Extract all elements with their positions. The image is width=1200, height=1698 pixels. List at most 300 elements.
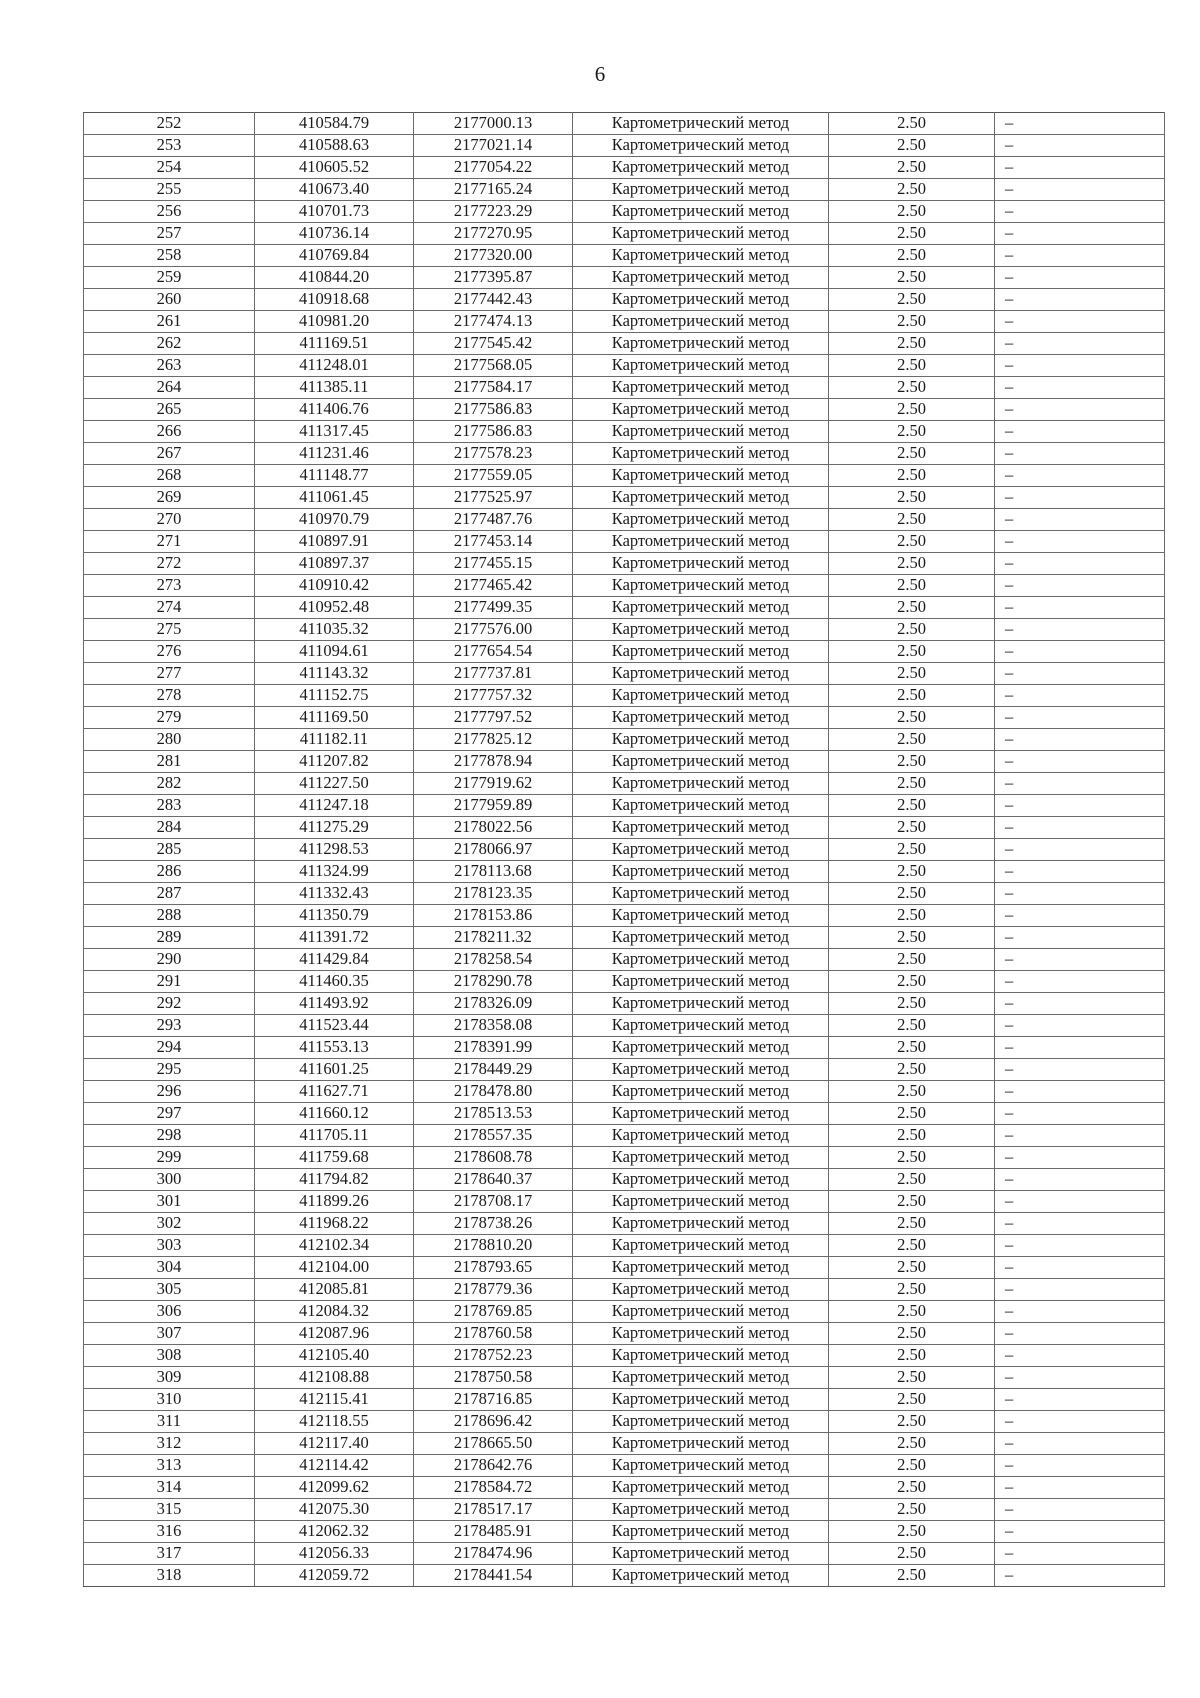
accuracy-cell: 2.50: [829, 1301, 995, 1323]
y-coordinate-cell: 2177442.43: [414, 289, 573, 311]
method-cell: Картометрический метод: [573, 179, 829, 201]
point-number-cell: 307: [84, 1323, 255, 1345]
point-number-cell: 300: [84, 1169, 255, 1191]
x-coordinate-cell: 411429.84: [255, 949, 414, 971]
table-row: [84, 311, 1165, 333]
table-row: [84, 1301, 1165, 1323]
y-coordinate-cell: 2177559.05: [414, 465, 573, 487]
method-cell: Картометрический метод: [573, 289, 829, 311]
table-row: [84, 465, 1165, 487]
point-number-cell: 270: [84, 509, 255, 531]
method-cell: Картометрический метод: [573, 1455, 829, 1477]
point-number-cell: 266: [84, 421, 255, 443]
note-cell: –: [995, 1081, 1165, 1103]
y-coordinate-cell: 2178793.65: [414, 1257, 573, 1279]
point-number-cell: 289: [84, 927, 255, 949]
method-cell: Картометрический метод: [573, 1169, 829, 1191]
x-coordinate-cell: 410918.68: [255, 289, 414, 311]
note-cell: –: [995, 1257, 1165, 1279]
point-number-cell: 276: [84, 641, 255, 663]
point-number-cell: 260: [84, 289, 255, 311]
note-cell: –: [995, 531, 1165, 553]
note-cell: –: [995, 993, 1165, 1015]
y-coordinate-cell: 2177584.17: [414, 377, 573, 399]
point-number-cell: 267: [84, 443, 255, 465]
point-number-cell: 272: [84, 553, 255, 575]
accuracy-cell: 2.50: [829, 1015, 995, 1037]
method-cell: Картометрический метод: [573, 135, 829, 157]
accuracy-cell: 2.50: [829, 1059, 995, 1081]
note-cell: –: [995, 377, 1165, 399]
x-coordinate-cell: 411247.18: [255, 795, 414, 817]
note-cell: –: [995, 905, 1165, 927]
note-cell: –: [995, 1147, 1165, 1169]
note-cell: –: [995, 685, 1165, 707]
y-coordinate-cell: 2178557.35: [414, 1125, 573, 1147]
point-number-cell: 273: [84, 575, 255, 597]
x-coordinate-cell: 412118.55: [255, 1411, 414, 1433]
accuracy-cell: 2.50: [829, 663, 995, 685]
point-number-cell: 309: [84, 1367, 255, 1389]
accuracy-cell: 2.50: [829, 223, 995, 245]
method-cell: Картометрический метод: [573, 245, 829, 267]
accuracy-cell: 2.50: [829, 245, 995, 267]
note-cell: –: [995, 355, 1165, 377]
x-coordinate-cell: 411523.44: [255, 1015, 414, 1037]
method-cell: Картометрический метод: [573, 1037, 829, 1059]
table-row: [84, 1103, 1165, 1125]
accuracy-cell: 2.50: [829, 773, 995, 795]
method-cell: Картометрический метод: [573, 487, 829, 509]
note-cell: –: [995, 1301, 1165, 1323]
note-cell: –: [995, 157, 1165, 179]
table-row: [84, 1565, 1165, 1587]
point-number-cell: 293: [84, 1015, 255, 1037]
point-number-cell: 308: [84, 1345, 255, 1367]
table-row: [84, 1543, 1165, 1565]
table-row: [84, 597, 1165, 619]
x-coordinate-cell: 411968.22: [255, 1213, 414, 1235]
x-coordinate-cell: 410897.91: [255, 531, 414, 553]
point-number-cell: 269: [84, 487, 255, 509]
table-row: [84, 1433, 1165, 1455]
y-coordinate-cell: 2177487.76: [414, 509, 573, 531]
x-coordinate-cell: 411324.99: [255, 861, 414, 883]
point-number-cell: 279: [84, 707, 255, 729]
x-coordinate-cell: 410769.84: [255, 245, 414, 267]
point-number-cell: 286: [84, 861, 255, 883]
accuracy-cell: 2.50: [829, 685, 995, 707]
y-coordinate-cell: 2177878.94: [414, 751, 573, 773]
note-cell: –: [995, 927, 1165, 949]
table-row: [84, 861, 1165, 883]
note-cell: –: [995, 795, 1165, 817]
y-coordinate-cell: 2178752.23: [414, 1345, 573, 1367]
point-number-cell: 262: [84, 333, 255, 355]
point-number-cell: 258: [84, 245, 255, 267]
x-coordinate-cell: 410605.52: [255, 157, 414, 179]
method-cell: Картометрический метод: [573, 355, 829, 377]
accuracy-cell: 2.50: [829, 465, 995, 487]
table-row: [84, 993, 1165, 1015]
y-coordinate-cell: 2177797.52: [414, 707, 573, 729]
x-coordinate-cell: 411298.53: [255, 839, 414, 861]
table-row: [84, 1169, 1165, 1191]
y-coordinate-cell: 2178696.42: [414, 1411, 573, 1433]
table-row: [84, 685, 1165, 707]
x-coordinate-cell: 411660.12: [255, 1103, 414, 1125]
method-cell: Картометрический метод: [573, 465, 829, 487]
method-cell: Картометрический метод: [573, 839, 829, 861]
y-coordinate-cell: 2177021.14: [414, 135, 573, 157]
point-number-cell: 305: [84, 1279, 255, 1301]
method-cell: Картометрический метод: [573, 971, 829, 993]
point-number-cell: 256: [84, 201, 255, 223]
point-number-cell: 311: [84, 1411, 255, 1433]
note-cell: –: [995, 839, 1165, 861]
note-cell: –: [995, 1521, 1165, 1543]
accuracy-cell: 2.50: [829, 509, 995, 531]
note-cell: –: [995, 1367, 1165, 1389]
accuracy-cell: 2.50: [829, 883, 995, 905]
table-row: [84, 355, 1165, 377]
note-cell: –: [995, 1125, 1165, 1147]
note-cell: –: [995, 1323, 1165, 1345]
accuracy-cell: 2.50: [829, 729, 995, 751]
x-coordinate-cell: 410910.42: [255, 575, 414, 597]
y-coordinate-cell: 2178760.58: [414, 1323, 573, 1345]
point-number-cell: 314: [84, 1477, 255, 1499]
x-coordinate-cell: 411493.92: [255, 993, 414, 1015]
accuracy-cell: 2.50: [829, 575, 995, 597]
coordinates-table-body: [84, 113, 1165, 1587]
point-number-cell: 282: [84, 773, 255, 795]
table-row: [84, 223, 1165, 245]
point-number-cell: 271: [84, 531, 255, 553]
note-cell: –: [995, 1103, 1165, 1125]
accuracy-cell: 2.50: [829, 1455, 995, 1477]
table-row: [84, 289, 1165, 311]
note-cell: –: [995, 311, 1165, 333]
point-number-cell: 257: [84, 223, 255, 245]
point-number-cell: 296: [84, 1081, 255, 1103]
point-number-cell: 263: [84, 355, 255, 377]
accuracy-cell: 2.50: [829, 1235, 995, 1257]
x-coordinate-cell: 411317.45: [255, 421, 414, 443]
accuracy-cell: 2.50: [829, 927, 995, 949]
accuracy-cell: 2.50: [829, 377, 995, 399]
table-row: [84, 1367, 1165, 1389]
point-number-cell: 277: [84, 663, 255, 685]
accuracy-cell: 2.50: [829, 1125, 995, 1147]
x-coordinate-cell: 411148.77: [255, 465, 414, 487]
accuracy-cell: 2.50: [829, 597, 995, 619]
y-coordinate-cell: 2178022.56: [414, 817, 573, 839]
y-coordinate-cell: 2178113.68: [414, 861, 573, 883]
accuracy-cell: 2.50: [829, 1411, 995, 1433]
accuracy-cell: 2.50: [829, 1147, 995, 1169]
accuracy-cell: 2.50: [829, 905, 995, 927]
point-number-cell: 318: [84, 1565, 255, 1587]
x-coordinate-cell: 411061.45: [255, 487, 414, 509]
accuracy-cell: 2.50: [829, 1081, 995, 1103]
y-coordinate-cell: 2177959.89: [414, 795, 573, 817]
accuracy-cell: 2.50: [829, 531, 995, 553]
y-coordinate-cell: 2177654.54: [414, 641, 573, 663]
table-row: [84, 1081, 1165, 1103]
accuracy-cell: 2.50: [829, 201, 995, 223]
method-cell: Картометрический метод: [573, 1499, 829, 1521]
point-number-cell: 316: [84, 1521, 255, 1543]
point-number-cell: 280: [84, 729, 255, 751]
y-coordinate-cell: 2177757.32: [414, 685, 573, 707]
x-coordinate-cell: 410701.73: [255, 201, 414, 223]
point-number-cell: 283: [84, 795, 255, 817]
x-coordinate-cell: 411182.11: [255, 729, 414, 751]
note-cell: –: [995, 179, 1165, 201]
accuracy-cell: 2.50: [829, 333, 995, 355]
note-cell: –: [995, 619, 1165, 641]
y-coordinate-cell: 2178810.20: [414, 1235, 573, 1257]
y-coordinate-cell: 2177455.15: [414, 553, 573, 575]
table-row: [84, 113, 1165, 135]
table-row: [84, 707, 1165, 729]
note-cell: –: [995, 773, 1165, 795]
x-coordinate-cell: 412084.32: [255, 1301, 414, 1323]
point-number-cell: 313: [84, 1455, 255, 1477]
y-coordinate-cell: 2178123.35: [414, 883, 573, 905]
table-row: [84, 751, 1165, 773]
y-coordinate-cell: 2177586.83: [414, 399, 573, 421]
table-row: [84, 729, 1165, 751]
accuracy-cell: 2.50: [829, 487, 995, 509]
y-coordinate-cell: 2177453.14: [414, 531, 573, 553]
accuracy-cell: 2.50: [829, 1257, 995, 1279]
table-row: [84, 1235, 1165, 1257]
accuracy-cell: 2.50: [829, 1345, 995, 1367]
y-coordinate-cell: 2177054.22: [414, 157, 573, 179]
table-row: [84, 1411, 1165, 1433]
accuracy-cell: 2.50: [829, 1367, 995, 1389]
note-cell: –: [995, 1191, 1165, 1213]
note-cell: –: [995, 861, 1165, 883]
x-coordinate-cell: 411350.79: [255, 905, 414, 927]
method-cell: Картометрический метод: [573, 1301, 829, 1323]
y-coordinate-cell: 2178478.80: [414, 1081, 573, 1103]
note-cell: –: [995, 1499, 1165, 1521]
method-cell: Картометрический метод: [573, 267, 829, 289]
point-number-cell: 303: [84, 1235, 255, 1257]
method-cell: Картометрический метод: [573, 575, 829, 597]
accuracy-cell: 2.50: [829, 1279, 995, 1301]
y-coordinate-cell: 2177474.13: [414, 311, 573, 333]
note-cell: –: [995, 113, 1165, 135]
accuracy-cell: 2.50: [829, 289, 995, 311]
x-coordinate-cell: 410588.63: [255, 135, 414, 157]
note-cell: –: [995, 641, 1165, 663]
accuracy-cell: 2.50: [829, 1543, 995, 1565]
point-number-cell: 265: [84, 399, 255, 421]
table-row: [84, 377, 1165, 399]
table-row: [84, 1521, 1165, 1543]
method-cell: Картометрический метод: [573, 157, 829, 179]
note-cell: –: [995, 817, 1165, 839]
method-cell: Картометрический метод: [573, 311, 829, 333]
y-coordinate-cell: 2177576.00: [414, 619, 573, 641]
x-coordinate-cell: 412087.96: [255, 1323, 414, 1345]
point-number-cell: 255: [84, 179, 255, 201]
method-cell: Картометрический метод: [573, 1433, 829, 1455]
accuracy-cell: 2.50: [829, 1477, 995, 1499]
x-coordinate-cell: 411152.75: [255, 685, 414, 707]
note-cell: –: [995, 135, 1165, 157]
method-cell: Картометрический метод: [573, 1257, 829, 1279]
note-cell: –: [995, 949, 1165, 971]
table-row: [84, 1147, 1165, 1169]
x-coordinate-cell: 410584.79: [255, 113, 414, 135]
y-coordinate-cell: 2178326.09: [414, 993, 573, 1015]
table-row: [84, 905, 1165, 927]
y-coordinate-cell: 2178584.72: [414, 1477, 573, 1499]
x-coordinate-cell: 412114.42: [255, 1455, 414, 1477]
x-coordinate-cell: 411705.11: [255, 1125, 414, 1147]
method-cell: Картометрический метод: [573, 751, 829, 773]
method-cell: Картометрический метод: [573, 1323, 829, 1345]
x-coordinate-cell: 410970.79: [255, 509, 414, 531]
point-number-cell: 301: [84, 1191, 255, 1213]
x-coordinate-cell: 411231.46: [255, 443, 414, 465]
note-cell: –: [995, 971, 1165, 993]
accuracy-cell: 2.50: [829, 1103, 995, 1125]
x-coordinate-cell: 411227.50: [255, 773, 414, 795]
table-row: [84, 443, 1165, 465]
accuracy-cell: 2.50: [829, 553, 995, 575]
point-number-cell: 275: [84, 619, 255, 641]
note-cell: –: [995, 1279, 1165, 1301]
x-coordinate-cell: 412099.62: [255, 1477, 414, 1499]
table-row: [84, 157, 1165, 179]
y-coordinate-cell: 2178441.54: [414, 1565, 573, 1587]
accuracy-cell: 2.50: [829, 949, 995, 971]
note-cell: –: [995, 1059, 1165, 1081]
y-coordinate-cell: 2178066.97: [414, 839, 573, 861]
method-cell: Картометрический метод: [573, 927, 829, 949]
accuracy-cell: 2.50: [829, 1323, 995, 1345]
method-cell: Картометрический метод: [573, 1367, 829, 1389]
x-coordinate-cell: 411553.13: [255, 1037, 414, 1059]
note-cell: –: [995, 1565, 1165, 1587]
method-cell: Картометрический метод: [573, 553, 829, 575]
method-cell: Картометрический метод: [573, 113, 829, 135]
point-number-cell: 306: [84, 1301, 255, 1323]
table-row: [84, 1499, 1165, 1521]
point-number-cell: 291: [84, 971, 255, 993]
table-row: [84, 179, 1165, 201]
point-number-cell: 281: [84, 751, 255, 773]
x-coordinate-cell: 411406.76: [255, 399, 414, 421]
note-cell: –: [995, 1213, 1165, 1235]
x-coordinate-cell: 410897.37: [255, 553, 414, 575]
x-coordinate-cell: 412105.40: [255, 1345, 414, 1367]
note-cell: –: [995, 509, 1165, 531]
x-coordinate-cell: 410673.40: [255, 179, 414, 201]
y-coordinate-cell: 2178640.37: [414, 1169, 573, 1191]
x-coordinate-cell: 411207.82: [255, 751, 414, 773]
table-row: [84, 1345, 1165, 1367]
note-cell: –: [995, 1455, 1165, 1477]
accuracy-cell: 2.50: [829, 795, 995, 817]
y-coordinate-cell: 2177000.13: [414, 113, 573, 135]
note-cell: –: [995, 399, 1165, 421]
method-cell: Картометрический метод: [573, 201, 829, 223]
x-coordinate-cell: 412102.34: [255, 1235, 414, 1257]
note-cell: –: [995, 1345, 1165, 1367]
accuracy-cell: 2.50: [829, 817, 995, 839]
y-coordinate-cell: 2178642.76: [414, 1455, 573, 1477]
accuracy-cell: 2.50: [829, 157, 995, 179]
table-row: [84, 421, 1165, 443]
method-cell: Картометрический метод: [573, 883, 829, 905]
method-cell: Картометрический метод: [573, 1389, 829, 1411]
method-cell: Картометрический метод: [573, 619, 829, 641]
y-coordinate-cell: 2177320.00: [414, 245, 573, 267]
accuracy-cell: 2.50: [829, 355, 995, 377]
point-number-cell: 264: [84, 377, 255, 399]
y-coordinate-cell: 2178485.91: [414, 1521, 573, 1543]
table-row: [84, 575, 1165, 597]
point-number-cell: 315: [84, 1499, 255, 1521]
note-cell: –: [995, 1433, 1165, 1455]
accuracy-cell: 2.50: [829, 135, 995, 157]
y-coordinate-cell: 2178474.96: [414, 1543, 573, 1565]
table-row: [84, 1125, 1165, 1147]
x-coordinate-cell: 411899.26: [255, 1191, 414, 1213]
note-cell: –: [995, 553, 1165, 575]
table-row: [84, 1037, 1165, 1059]
point-number-cell: 299: [84, 1147, 255, 1169]
table-row: [84, 619, 1165, 641]
accuracy-cell: 2.50: [829, 1213, 995, 1235]
method-cell: Картометрический метод: [573, 597, 829, 619]
y-coordinate-cell: 2177165.24: [414, 179, 573, 201]
x-coordinate-cell: 411035.32: [255, 619, 414, 641]
y-coordinate-cell: 2178716.85: [414, 1389, 573, 1411]
point-number-cell: 298: [84, 1125, 255, 1147]
method-cell: Картометрический метод: [573, 729, 829, 751]
note-cell: –: [995, 1389, 1165, 1411]
accuracy-cell: 2.50: [829, 1433, 995, 1455]
method-cell: Картометрический метод: [573, 1345, 829, 1367]
point-number-cell: 268: [84, 465, 255, 487]
y-coordinate-cell: 2178513.53: [414, 1103, 573, 1125]
note-cell: –: [995, 289, 1165, 311]
note-cell: –: [995, 333, 1165, 355]
method-cell: Картометрический метод: [573, 1235, 829, 1257]
method-cell: Картометрический метод: [573, 663, 829, 685]
note-cell: –: [995, 487, 1165, 509]
point-number-cell: 295: [84, 1059, 255, 1081]
accuracy-cell: 2.50: [829, 421, 995, 443]
method-cell: Картометрический метод: [573, 1059, 829, 1081]
x-coordinate-cell: 411601.25: [255, 1059, 414, 1081]
method-cell: Картометрический метод: [573, 949, 829, 971]
table-row: [84, 641, 1165, 663]
accuracy-cell: 2.50: [829, 443, 995, 465]
accuracy-cell: 2.50: [829, 113, 995, 135]
note-cell: –: [995, 465, 1165, 487]
accuracy-cell: 2.50: [829, 179, 995, 201]
table-row: [84, 487, 1165, 509]
